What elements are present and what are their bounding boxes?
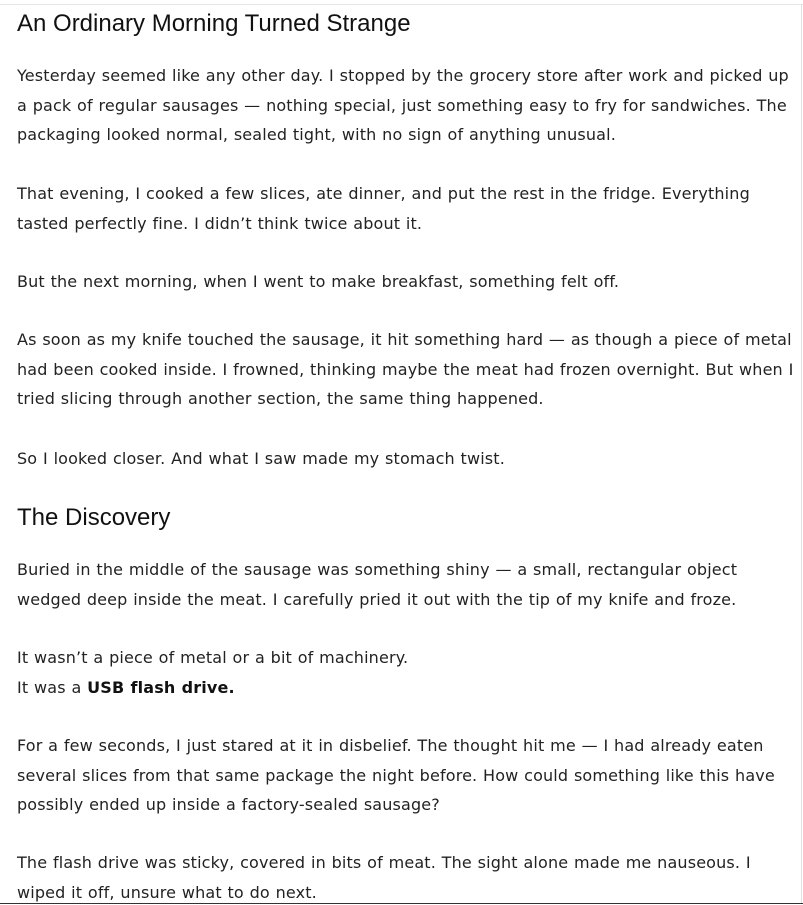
paragraph-grocery: Yesterday seemed like any other day. I stopped by the grocery store after work and picked up a pack of regular sausages — nothing special, just something easy to fry for sandwiches. The packaging looked normal, sealed tight, with no sign of anything unusual. [17,66,789,144]
paragraph-sticky: The flash drive was sticky, covered in bits of meat. The sight alone made me nauseous. I wiped it off, unsure what to do next. [17,853,751,902]
paragraph-disbelief: For a few seconds, I just stared at it in disbelief. The thought hit me — I had already eaten several slices from that same package the night before. How could something like this have possibly ended up inside a factory-sealed sausage? [17,736,775,814]
top-divider [0,4,803,5]
section-heading-discovery: The Discovery [17,504,171,531]
paragraph-evening: That evening, I cooked a few slices, ate dinner, and put the rest in the fridge. Everything tasted perfectly fine. I didn’t think twice about it. [17,184,750,233]
paragraph-usb-reveal [17,643,408,702]
paragraph-next-morning: But the next morning, when I went to make breakfast, something felt off. [17,272,620,291]
usb-flash-drive-emphasis: USB flash drive. [87,677,235,697]
paragraph-looked-closer: So I looked closer. And what I saw made my stomach twist. [17,449,505,468]
right-border [801,4,802,904]
bottom-divider [0,903,803,904]
paragraph-buried: Buried in the middle of the sausage was something shiny — a small, rectangular object wedged deep inside the meat. I carefully pried it out with the tip of my knife and froze. [17,560,738,609]
paragraph-knife: As soon as my knife touched the sausage, it hit something hard — as though a piece of metal had been cooked inside. I frowned, thinking maybe the meat had frozen overnight. But when I tried slicing through another section, the same thing happened. [17,330,794,408]
usb-reveal-line2-prefix: It was a [17,677,88,697]
usb-reveal-line1: It wasn’t a piece of metal or a bit of machinery. [17,648,409,667]
section-heading-ordinary-morning: An Ordinary Morning Turned Strange [17,10,411,37]
